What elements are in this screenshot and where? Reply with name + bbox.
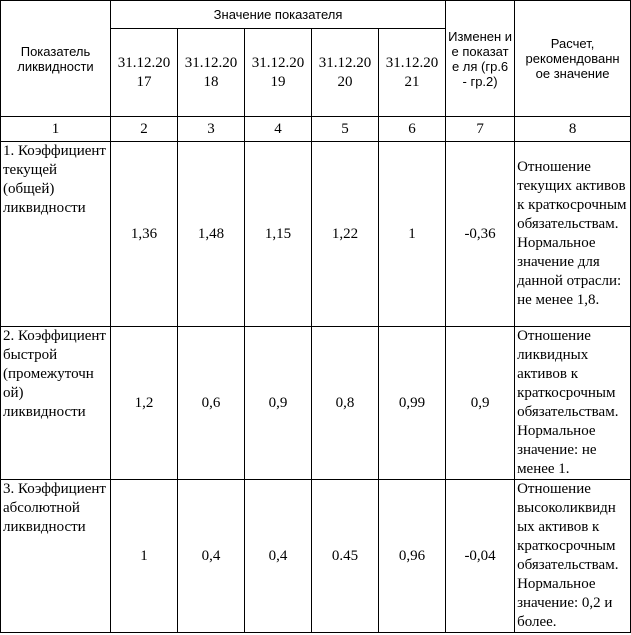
header-date: 31.12.20 18 xyxy=(178,29,245,117)
column-number: 4 xyxy=(245,117,312,142)
value-cell: 0.45 xyxy=(312,480,379,633)
column-number: 6 xyxy=(379,117,446,142)
column-number: 5 xyxy=(312,117,379,142)
change-cell: -0,36 xyxy=(446,142,515,327)
column-number: 8 xyxy=(515,117,631,142)
header-date: 31.12.20 20 xyxy=(312,29,379,117)
header-calc: Расчет, рекомендованн ое значение xyxy=(515,1,631,117)
value-cell: 0,6 xyxy=(178,327,245,480)
value-cell: 0,4 xyxy=(178,480,245,633)
header-date: 31.12.20 21 xyxy=(379,29,446,117)
column-number-row xyxy=(1,117,631,142)
value-cell: 1 xyxy=(111,480,178,633)
value-cell: 1 xyxy=(379,142,446,327)
value-cell: 0,8 xyxy=(312,327,379,480)
value-cell: 0,4 xyxy=(245,480,312,633)
indicator-name xyxy=(1,142,111,327)
header-row-1 xyxy=(1,1,631,29)
column-number: 2 xyxy=(111,117,178,142)
value-cell: 0,96 xyxy=(379,480,446,633)
value-cell: 1,2 xyxy=(111,327,178,480)
value-cell: 0,99 xyxy=(379,327,446,480)
indicator-name xyxy=(1,327,111,480)
value-cell: 1,36 xyxy=(111,142,178,327)
indicator-name-text: 3. Коэффициент абсолютной ликвидности xyxy=(3,481,106,535)
header-date: 31.12.20 19 xyxy=(245,29,312,117)
indicator-name-text: 2. Коэффициент быстрой (промежуточн ой) ликвидности xyxy=(3,328,106,420)
indicator-name xyxy=(1,480,111,633)
column-number: 3 xyxy=(178,117,245,142)
value-cell: 1,15 xyxy=(245,142,312,327)
column-number: 7 xyxy=(446,117,515,142)
description-cell: Отношение ликвидных активов к краткосрочным обязательствам. Нормальное значение: не менее 1. xyxy=(515,327,631,480)
description-cell: Отношение текущих активов к краткосрочным обязательствам. Нормальное значение для данной отрасли: не менее 1,8. xyxy=(515,142,631,327)
indicator-name-text: 1. Коэффициент текущей (общей) ликвидности xyxy=(3,143,106,216)
header-value-group: Значение показателя xyxy=(111,1,446,29)
table-row xyxy=(1,142,631,327)
description-cell: Отношение высоколиквидн ых активов к краткосрочным обязательствам. Нормальное значение: 0,2 и более. xyxy=(515,480,631,633)
table-row xyxy=(1,480,631,633)
column-number: 1 xyxy=(1,117,111,142)
header-change: Изменен ие показате ля (гр.6 - гр.2) xyxy=(446,1,515,117)
value-cell: 0,9 xyxy=(245,327,312,480)
change-cell: -0,04 xyxy=(446,480,515,633)
change-cell: 0,9 xyxy=(446,327,515,480)
header-date: 31.12.20 17 xyxy=(111,29,178,117)
table-row xyxy=(1,327,631,480)
value-cell: 1,48 xyxy=(178,142,245,327)
value-cell: 1,22 xyxy=(312,142,379,327)
header-indicator: Показатель ликвидности xyxy=(1,1,111,117)
